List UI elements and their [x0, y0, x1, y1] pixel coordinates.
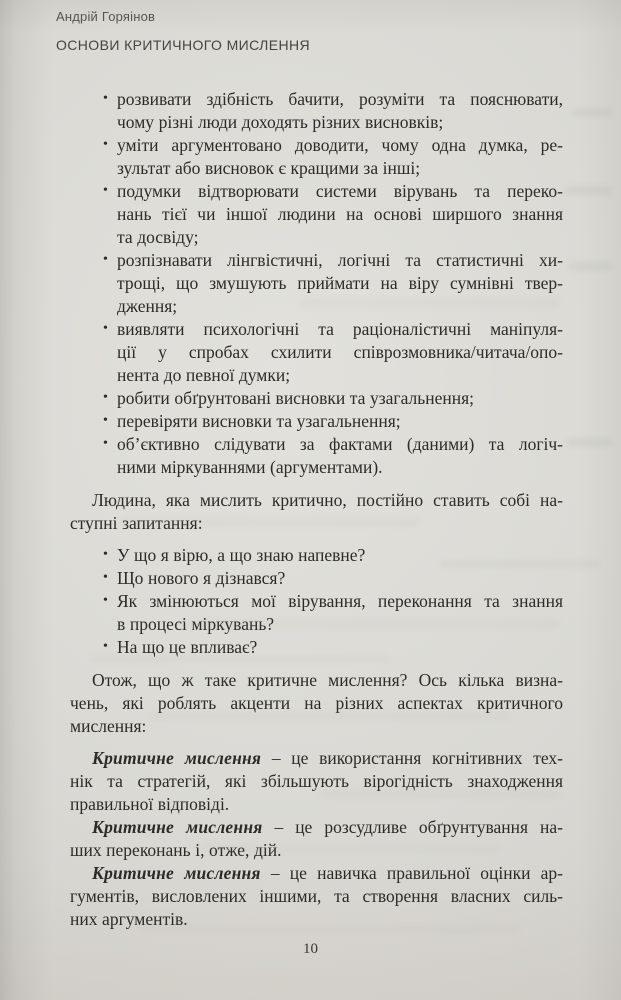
text-line: нента до певної думки;: [117, 365, 291, 385]
text-line: мислення:: [70, 716, 147, 736]
text-line: правильної відповіді.: [70, 794, 230, 814]
page-footer: [0, 941, 621, 958]
list-item-text: [117, 88, 563, 134]
text-line: перевіряти висновки та узагальнення;: [117, 411, 401, 431]
text-line: уміти аргументовано доводити, чому одна думка, ре-: [117, 135, 563, 155]
text-line: дження;: [117, 296, 178, 316]
list-item: [103, 636, 563, 659]
list-item-text: [117, 249, 563, 318]
text-line: розпізнавати лінгвістичні, логічні та статистичні хи-: [117, 250, 563, 270]
bullet-icon: •: [103, 593, 108, 608]
bleed-through-smudge: [572, 108, 612, 117]
text-line: нік та стратегій, які збільшують вірогідність знаходження: [70, 771, 563, 791]
list-item-text: [117, 636, 563, 659]
list-item: [103, 544, 563, 567]
bullet-icon: •: [103, 436, 108, 451]
list-item: [103, 387, 563, 410]
list-item-text: [117, 180, 563, 249]
intro-questions-paragraph: [70, 489, 563, 535]
definitions-block: [70, 747, 563, 931]
bullet-icon: •: [103, 390, 108, 405]
bullet-icon: •: [103, 639, 108, 654]
list-item-text: [117, 387, 563, 410]
text-line: ними міркуваннями (аргументами).: [117, 457, 383, 477]
text-line: ших переконань і, отже, дій.: [70, 840, 282, 860]
definition-paragraph: [70, 816, 563, 862]
text-line: Критичне мислення – це розсудливе обґрунтування на-: [92, 817, 563, 837]
author-name: Андрій Горяінов: [56, 9, 156, 24]
bullet-icon: •: [103, 413, 108, 428]
list-item: [103, 590, 563, 636]
page-number: 10: [303, 941, 318, 957]
list-item-text: [117, 590, 563, 636]
text-line: робити обґрунтовані висновки та узагальнення;: [117, 388, 474, 408]
text-line: зультат або висновок є кращими за інші;: [117, 158, 421, 178]
text-line: Що нового я дізнався?: [117, 568, 286, 588]
bullet-icon: •: [103, 321, 108, 336]
bullet-icon: •: [103, 570, 108, 585]
critical-thinking-skills-list: [103, 88, 563, 479]
definition-term: Критичне мислення: [92, 817, 263, 837]
bullet-icon: •: [103, 137, 108, 152]
page-content: [70, 88, 563, 931]
bullet-icon: •: [103, 547, 108, 562]
text-line: виявляти психологічні та раціоналістичні маніпуля-: [117, 319, 563, 339]
text-line: та досвіду;: [117, 227, 199, 247]
text-line: в процесі міркувань?: [117, 614, 275, 634]
text-line: Критичне мислення – це навичка правильної оцінки ар-: [92, 863, 563, 883]
definition-paragraph: [70, 747, 563, 816]
self-questions-list: [103, 544, 563, 659]
list-item: [103, 567, 563, 590]
text-line: них аргументів.: [70, 909, 188, 929]
text-line: нань тієї чи іншої людини на основі ширшого знання: [117, 204, 563, 224]
bleed-through-smudge: [568, 262, 612, 271]
bullet-icon: •: [103, 183, 108, 198]
list-item-text: [117, 544, 563, 567]
list-item: [103, 318, 563, 387]
list-item-text: [117, 318, 563, 387]
text-line: гументів, висловлених іншими, та створення власних силь-: [70, 886, 563, 906]
list-item: [103, 134, 563, 180]
text-line: Критичне мислення – це використання когнітивних тех-: [92, 748, 564, 768]
text-line: На що це впливає?: [117, 637, 258, 657]
text-line: Отож, що ж таке критичне мислення? Ось кілька визна-: [92, 670, 563, 690]
list-item-text: [117, 134, 563, 180]
text-line: об’єктивно слідувати за фактами (даними) та логіч-: [117, 434, 563, 454]
text-line: чень, які роблять акценти на різних аспектах критичного: [70, 693, 563, 713]
definition-term: Критичне мислення: [92, 748, 262, 768]
page-header: [56, 8, 310, 54]
definition-paragraph: [70, 862, 563, 931]
bullet-icon: •: [103, 91, 108, 106]
bleed-through-smudge: [566, 438, 612, 447]
bullet-icon: •: [103, 252, 108, 267]
text-line: розвивати здібність бачити, розуміти та пояснювати,: [117, 89, 563, 109]
definitions-intro-paragraph: [70, 669, 563, 738]
list-item: [103, 180, 563, 249]
text-line: Людина, яка мислить критично, постійно ставить собі на-: [92, 490, 563, 510]
definition-term: Критичне мислення: [92, 863, 261, 883]
text-line: ступні запитання:: [70, 513, 203, 533]
list-item-text: [117, 433, 563, 479]
text-line: чому різні люди доходять різних висновків;: [117, 112, 444, 132]
list-item: [103, 88, 563, 134]
text-line: У що я вірю, а що знаю напевне?: [117, 545, 366, 565]
list-item: [103, 249, 563, 318]
text-line: Як змінюються мої вірування, переконання та знання: [117, 591, 563, 611]
list-item-text: [117, 567, 563, 590]
book-title: ОСНОВИ КРИТИЧНОГО МИСЛЕННЯ: [56, 37, 310, 53]
text-line: подумки відтворювати системи вірувань та переко-: [117, 181, 563, 201]
list-item: [103, 410, 563, 433]
bleed-through-smudge: [565, 186, 613, 195]
text-line: трощі, що змушують приймати на віру сумнівні твер-: [117, 273, 563, 293]
list-item: [103, 433, 563, 479]
text-line: ції у спробах схилити співрозмовника/читача/опо-: [117, 342, 563, 362]
list-item-text: [117, 410, 563, 433]
